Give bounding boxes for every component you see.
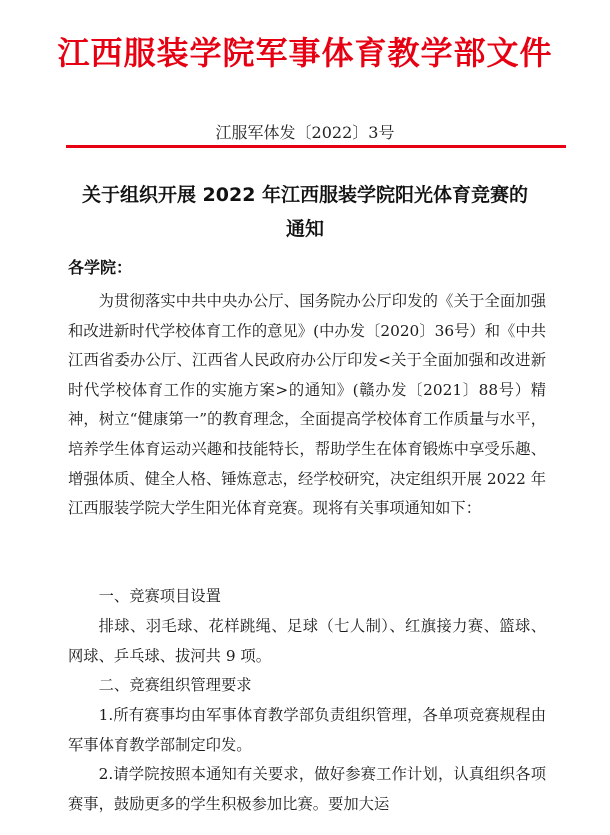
document-number: 江服军体发〔2022〕3号 [215, 123, 395, 142]
header-divider [66, 145, 566, 148]
intro-paragraph-block [68, 287, 546, 524]
intro-paragraph: 为贯彻落实中共中央办公厅、国务院办公厅印发的《关于全面加强和改进新时代学校体育工作的意见》(中办发〔2020〕36号）和《中共江西省委办公厅、江西省人民政府办公厅印发<关于全面加强和改进新时代学校体育工作的实施方案>的通知》(赣办发〔2021〕88号）精神，树立“健康第一”的教育理念，全面提高学校体育工作质量与水平，培养学生体育运动兴趣和技能特长，帮助学生在体育锻炼中享受乐趣、增强体质、健全人格、锤炼意志，经学校研究，决定组织开展 2022 年江西服装学院大学生阳光体育竞赛。现将有关事项通知如下： [68, 292, 546, 518]
document-header-title: 江西服装学院军事体育教学部文件 [57, 34, 553, 72]
item2-block [68, 760, 546, 819]
requirement-item-1: 1.所有赛事均由军事体育教学部负责组织管理，各单项竞赛规程由军事体育教学部制定印发。 [68, 706, 546, 754]
section1-body-block [68, 612, 546, 671]
requirement-item-2: 2.请学院按照本通知有关要求，做好参赛工作计划，认真组织各项赛事，鼓励更多的学生积极参加比赛。要加大运 [68, 765, 546, 813]
section2-heading: 二、竞赛组织管理要求 [98, 676, 252, 694]
section1-heading: 一、竞赛项目设置 [98, 587, 221, 605]
notice-title-line1: 关于组织开展 2022 年江西服装学院阳光体育竞赛的 [81, 184, 529, 206]
salutation: 各学院： [68, 258, 133, 277]
notice-title-line2: 通知 [285, 218, 324, 240]
item1-block [68, 701, 546, 760]
notice-title [0, 178, 610, 246]
section1-body: 排球、羽毛球、花样跳绳、足球（七人制）、红旗接力赛、篮球、网球、乒乓球、拔河共 9 项。 [68, 617, 546, 665]
